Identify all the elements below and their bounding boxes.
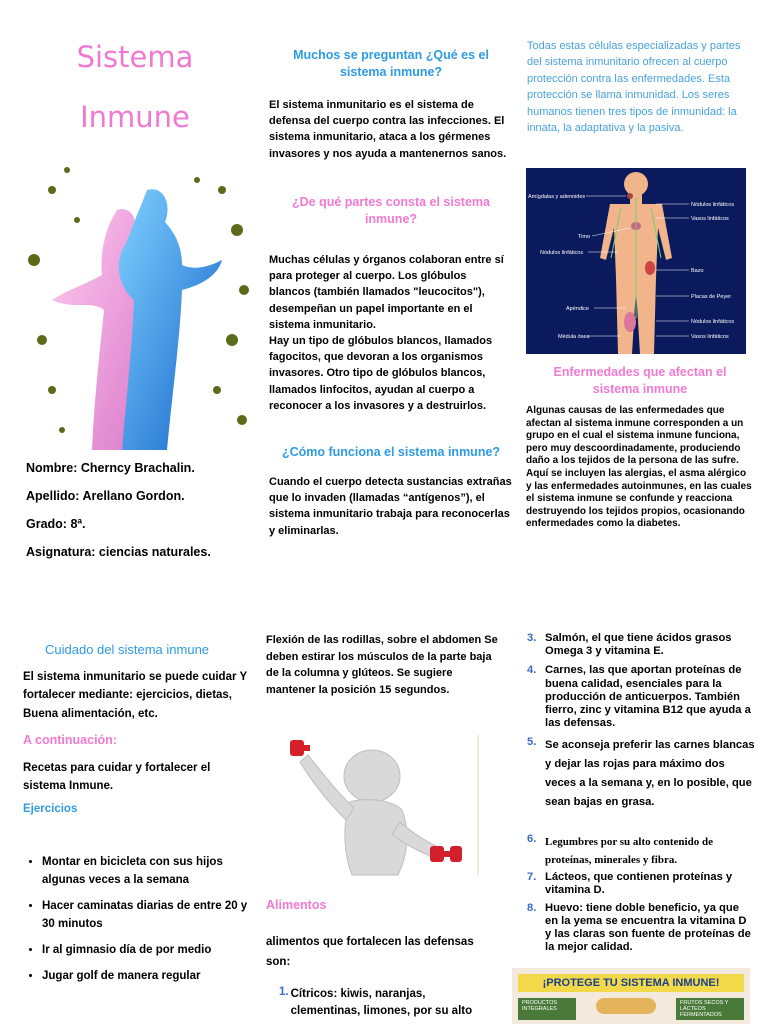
label-vasos-1: Vasos linfáticos [691, 216, 729, 222]
food-item-5: 5. Se aconseja preferir las carnes blancas y dejar las rojas para máximo dos veces a la semana y, en lo posible, que sean bajas en grasa. [527, 736, 755, 808]
exercise-item: • Hacer caminatas diarias de entre 20 y 30 minutos [42, 897, 248, 933]
food-item-4: 4. Carnes, las que aportan proteínas de buena calidad, esenciales para la producción de anticuerpos. También fierro, zinc y vitamina B12 que ayuda a las defensas. [527, 664, 751, 730]
label-amigdalas: Amígdalas y adenoides [528, 194, 586, 200]
para-parts-b: Hay un tipo de glóbulos blancos, llamados fagocitos, que devoran a los organismos invasores. Otro tipo de glóbulos blancos, llamados linfocitos, ayudan al cuerpo a reconocer a los invasores y a destruirlos. [269, 335, 493, 412]
page-title-line1: Sistema [76, 40, 194, 74]
exercise-item: • Ir al gimnasio día de por medio [42, 941, 248, 959]
poster-label-right: FRUTOS SECOS Y LÁCTEOS FERMENTADOS [676, 998, 744, 1020]
heading-care: Cuidado del sistema inmune [45, 642, 210, 657]
label-vasos-2: Vasos linfáticos [691, 334, 729, 340]
poster-label-left: PRODUCTOS INTEGRALES [518, 998, 576, 1020]
heading-what-is: Muchos se preguntan ¿Qué es el sistema inmune? [293, 48, 489, 79]
para-what-is: El sistema inmunitario es el sistema de defensa del cuerpo contra las infecciones. El sistema inmunitario, ataca a los gérmenes invasores y nos ayuda a mantenernos sanos. [269, 99, 507, 160]
label-nodulos-2: Nódulos linfáticos [691, 319, 735, 325]
para-how-works: Cuando el cuerpo detecta sustancias extrañas que lo invaden (llamadas “antígenos”), el sistema inmunitario trabaja para reconocerlas y eliminarlas. [269, 476, 512, 537]
label-bazo: Bazo [691, 268, 704, 274]
exercise-item: • Jugar golf de manera regular [42, 967, 248, 985]
dumbbell-figure-illustration [280, 730, 490, 880]
food-item-6: 6. Legumbres por su alto contenido de proteínas, minerales y fibra. [527, 833, 713, 867]
page-title-line2: Inmune [80, 100, 190, 134]
poster-title: ¡PROTEGE TU SISTEMA INMUNE! [518, 974, 744, 992]
para-flexion: Flexión de las rodillas, sobre el abdomen Se deben estirar los músculos de la parte baja de la columna y glúteos. Se sugiere mantener la posición 15 segundos. [266, 634, 498, 696]
exercise-list [8, 853, 248, 993]
student-grade: Grado: 8ª. [26, 517, 86, 531]
label-nodulos-1: Nódulos linfáticos [691, 202, 735, 208]
food-item-7: 7. Lácteos, que contienen proteínas y vitamina D. [527, 871, 733, 897]
heading-parts: ¿De qué partes consta el sistema inmune? [292, 195, 490, 226]
poster-food-image [596, 998, 656, 1014]
heading-foods: Alimentos [266, 898, 327, 912]
exercise-item: • Montar en bicicleta con sus hijos algunas veces a la semana [42, 853, 248, 889]
label-medula: Médula ósea [558, 334, 590, 340]
protect-immune-poster [512, 968, 750, 1024]
food-list [527, 632, 755, 954]
food-list-start: 1. Cítricos: kiwis, naranjas, clementinas, limones, por su alto [279, 986, 497, 1019]
heading-continuation: A continuación: [23, 733, 117, 747]
label-timo: Timo [578, 234, 591, 240]
heading-how-works: ¿Cómo funciona el sistema inmune? [281, 445, 501, 459]
food-item-3: 3. Salmón, el que tiene ácidos grasos Omega 3 y vitamina E. [527, 632, 732, 658]
heading-exercises: Ejercicios [23, 803, 78, 815]
para-specialized-cells: Todas estas células especializadas y partes del sistema inmunitario ofrecen al cuerpo protección contra las enfermedades. Esta protección se llama inmunidad. Los seres humanos tienen tres tipos de inmunidad: la innata, la adaptativa y la pasiva. [527, 40, 741, 135]
food-item-8: 8. Huevo: tiene doble beneficio, ya que en la yema se encuentra la vitamina D y las claras son fuente de proteínas de la mejor calidad. [527, 901, 751, 954]
immune-figure-illustration [22, 150, 257, 450]
student-name: Nombre: Cherncy Brachalin. [26, 461, 195, 475]
para-diseases: Algunas causas de las enfermedades que afectan al sistema inmune corresponden a un grupo en el cual el sistema inmune funciona, pero muy descoordinadamente, produciendo daño a los tejidos de la persona de las sufre. Aquí se incluyen las alergias, el asma alérgico y las enfermedades autoinmunes, en las cuales el sistema inmune se confunde y reacciona destruyendo los tejidos propios, ocasionando enfermedades como la diabetes. [526, 405, 752, 530]
para-recipes: Recetas para cuidar y fortalecer el sistema Inmune. [23, 762, 211, 793]
para-care: El sistema inmunitario se puede cuidar Y fortalecer mediante: ejercicios, dietas, Buena alimentación, etc. [23, 671, 247, 720]
student-surname: Apellido: Arellano Gordon. [26, 489, 185, 503]
food-item-1: Cítricos: kiwis, naranjas, clementinas, limones, por su alto [290, 988, 473, 1017]
label-apendice: Apéndice [566, 306, 589, 312]
para-foods-intro: alimentos que fortalecen las defensas son: [266, 936, 474, 968]
para-parts-a: Muchas células y órganos colaboran entre sí para proteger al cuerpo. Los glóbulos blancos (también llamados "leucocitos"), desempeñan un papel importante en el sistema inmunitario. [269, 254, 504, 331]
label-nodulos-left: Nódulos linfáticos [540, 250, 584, 256]
heading-diseases: Enfermedades que afectan el sistema inmune [553, 365, 727, 396]
student-subject: Asignatura: ciencias naturales. [26, 545, 211, 559]
label-placas: Placas de Peyer [691, 294, 732, 300]
lymphatic-system-diagram [526, 168, 746, 354]
